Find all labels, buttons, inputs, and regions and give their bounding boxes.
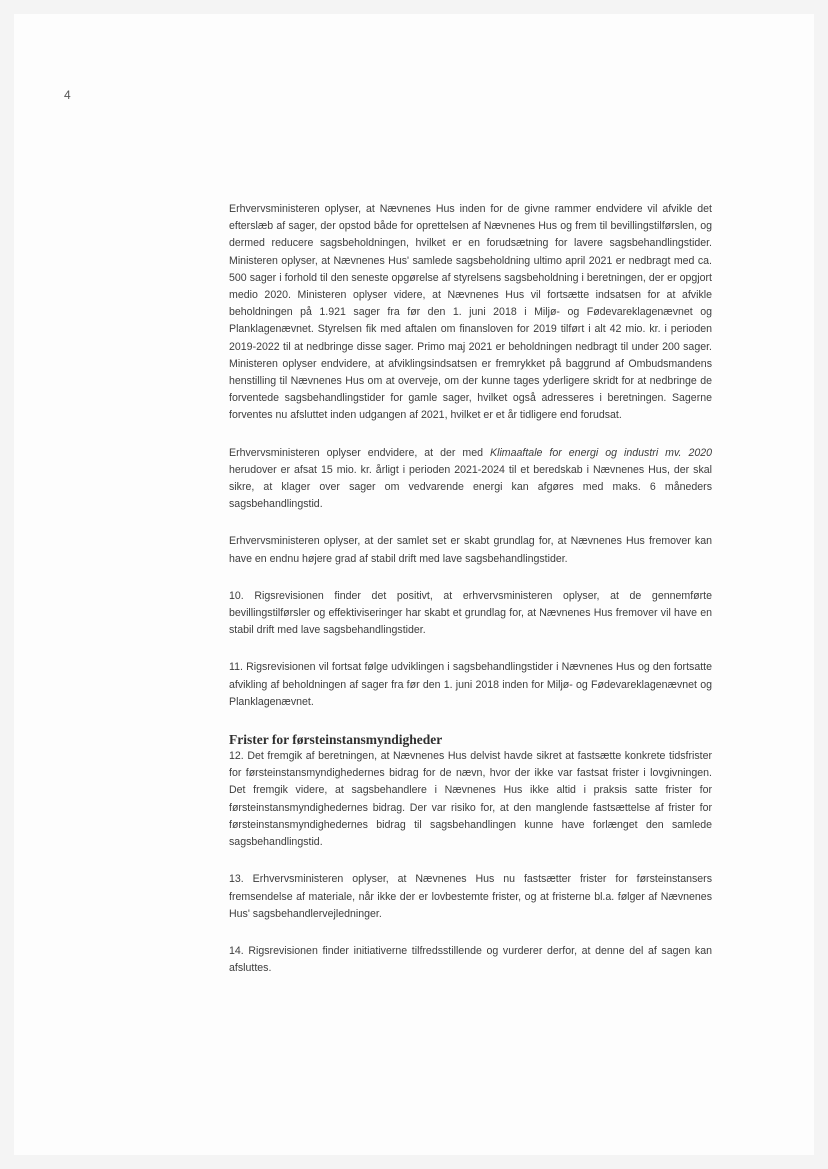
- paragraph-grundlag: Erhvervsministeren oplyser, at der samlet set er skabt grundlag for, at Nævnenes Hus fremover kan have en endnu højere grad af stabil drift med lave sagsbehandlingstider.: [229, 535, 712, 565]
- paragraph-13: 13. Erhvervsministeren oplyser, at Nævnenes Hus nu fastsætter frister for førsteinstansers fremsendelse af materiale, når ikke der er lovbestemte frister, og at fristerne bl.a. følger af Nævnenes Hus' sagsbehandlervejledninger.: [229, 873, 712, 920]
- paragraph-11: 11. Rigsrevisionen vil fortsat følge udviklingen i sagsbehandlingstider i Nævnenes Hus og den fortsatte afvikling af beholdningen af sager fra før den 1. juni 2018 inden for Miljø- og Fødevareklagenævnet og Planklagenævnet.: [229, 661, 712, 708]
- paragraph-10: 10. Rigsrevisionen finder det positivt, at erhvervsministeren oplyser, at de gennemførte bevillingstilførsler og effektiviseringer har skabt et grundlag for, at Nævnenes Hus fremover vil have en stabil drift med lave sagsbehandlingstider.: [229, 589, 712, 637]
- section-heading: Frister for førsteinstansmyndigheder: [229, 732, 443, 748]
- page-number: 4: [64, 88, 71, 102]
- paragraph-12: 12. Det fremgik af beretningen, at Nævnenes Hus delvist havde sikret at fastsætte konkrete tidsfrister for førsteinstansmyndighedernes bidrag for de nævn, hvor der ikke var fastsat frister i lovgivningen. Det fremgik videre, at sagsbehandlere i Nævnenes Hus ikke altid i praksis satte frister for førsteinstansmyndighedernes bidrag. Der var risiko for, at den manglende fastsættelse af frister for førsteinstansmyndighedernes bidrag til sagsbehandlingen kunne have forlænget den samlede sagsbehandlingstid.: [229, 750, 712, 849]
- paragraph-klimaaftale-rest: herudover er afsat 15 mio. kr. årligt i perioden 2021-2024 til et beredskab i Nævnenes Hus, der skal sikre, at klager over sager om vedvarende energi kan afgøres med maks. 6 måneders sagsbehandlingstid.: [229, 463, 712, 511]
- klimaaftale-title: Klimaaftale for energi og industri mv. 2020: [490, 446, 713, 459]
- paragraph-klimaaftale: [229, 445, 712, 514]
- document-page: [14, 14, 814, 1155]
- body-text: [229, 201, 712, 997]
- paragraph-klimaaftale-lead: Erhvervsministeren oplyser endvidere, at der med: [229, 446, 491, 459]
- paragraph-sagsbeholdning: Erhvervsministeren oplyser, at Nævnenes Hus inden for de givne rammer endvidere vil afvikle det efterslæb af sager, der opstod både for oprettelsen af Nævnenes Hus og frem til bevillingstilførslen, og dermed reducere sagsbeholdningen, hvilket er en forudsætning for lavere sagsbehandlingstider. Ministeren oplyser, at Nævnenes Hus' samlede sagsbeholdning ultimo april 2021 er nedbragt med ca. 500 sager i forhold til den seneste opgørelse af styrelsens sagsbeholdning i beretningen, der er opgjort medio 2020. Ministeren oplyser videre, at Nævnenes Hus vil fortsætte indsatsen for at afvikle beholdningen på 1.921 sager fra før den 1. juni 2018 i Miljø- og Fødevareklagenævnet og Planklagenævnet. Styrelsen fik med aftalen om finansloven for 2019 tilført i alt 42 mio. kr. i perioden 2019-2022 til at nedbringe disse sager. Primo maj 2021 er beholdningen nedbragt til under 200 sager. Ministeren oplyser endvidere, at afviklingsindsatsen er fremrykket på baggrund af Ombudsmandens henstilling til Nævnenes Hus om at overveje, om der kunne tages yderligere skridt for at nedbringe de forventede sagsbehandlingstider for gamle sager, hvilket også adresseres i beretningen. Sagerne forventes nu afsluttet inden udgangen af 2021, hvilket er et år tidligere end forudsat.: [229, 203, 712, 422]
- paragraph-14: 14. Rigsrevisionen finder initiativerne tilfredsstillende og vurderer derfor, at denne del af sagen kan afsluttes.: [229, 944, 712, 975]
